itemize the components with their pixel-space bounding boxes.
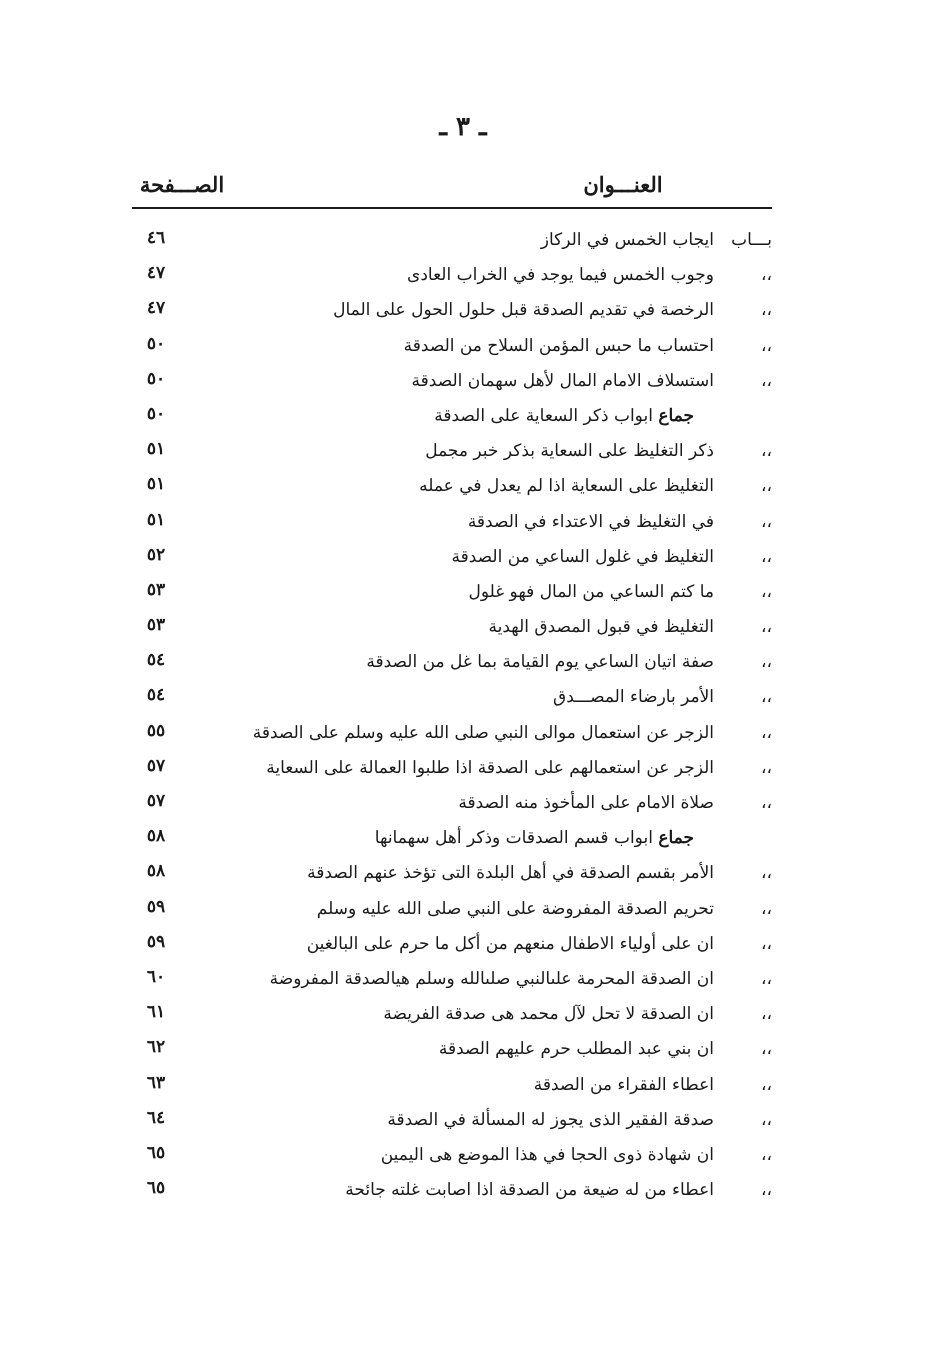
entry-marker: ،، [761,1144,772,1165]
entry-page-number: ٥٢ [146,544,166,565]
entry-title-line [468,512,714,532]
entry-page-number: ٦٥ [146,1178,166,1199]
entry-title-line [451,547,714,567]
entry-title: استسلاف الامام المال لأهل سهمان الصدقة [411,370,714,391]
entry-title: التغليظ على السعاية اذا لم يعدل في عمله [419,476,714,497]
entry-marker: ،، [761,335,772,356]
entry-title: صدقة الفقير الذى يجوز له المسألة في الصدقة [387,1109,714,1130]
entry-title: الأمر بارضاء المصـــدق [553,687,714,708]
entry-marker: ،، [761,581,772,602]
toc-entry [120,1174,780,1209]
entry-title: الزجر عن استعمال موالى النبي صلى الله عليه وسلم على الصدقة [252,722,714,743]
entry-marker: ،، [761,1039,772,1060]
entry-title-line [383,1004,714,1024]
entry-marker: ،، [761,968,772,989]
header-divider [132,207,772,209]
entry-title: الزجر عن استعمالهم على الصدقة اذا طلبوا العمالة على السعاية [266,757,714,778]
entry-marker: ،، [761,1004,772,1025]
entry-marker: ،، [761,1109,772,1130]
entry-page-number: ٦٤ [146,1107,166,1128]
entry-marker: ،، [761,793,772,813]
entry-title-line [253,723,714,743]
entry-page-number: ٤٦ [146,228,166,248]
entry-page-number: ٦٢ [146,1037,166,1058]
entry-marker: ،، [761,898,772,919]
entry-marker: ،، [761,863,772,884]
toc-entry [120,576,780,611]
entry-title: ان بني عبد المطلب حرم عليهم الصدقة [438,1039,714,1060]
entry-page-number: ٥٨ [146,826,166,847]
entry-title: اعطاء من له ضيعة من الصدقة اذا اصابت غلته جائحة [345,1180,714,1201]
entry-marker: ،، [761,441,772,462]
entry-title: التغليظ في غلول الساعي من الصدقة [451,546,714,567]
toc-entry [120,646,780,681]
toc-entry [120,963,780,998]
entry-title-line [307,934,714,954]
toc-entry [120,224,780,259]
entry-title: في التغليظ في الاعتداء في الصدقة [467,511,714,532]
page-column-header: الصـــفحة [139,172,225,197]
toc-entry [120,1069,780,1104]
entry-title: احتساب ما حبس المؤمن السلاح من الصدقة [403,335,714,356]
entry-title-line [333,300,714,320]
entry-page-number: ٥٩ [146,896,166,917]
entry-title-line [425,441,714,461]
entry-title-line [307,863,714,883]
entry-marker: ،، [761,617,772,638]
entry-title-line [534,1075,714,1095]
entry-title-line [541,230,714,250]
entry-page-number: ٥٠ [146,403,166,424]
toc-entry [120,330,780,365]
entry-title: ذكر التغليظ على السعاية بذكر خبر مجمل [425,441,714,462]
entry-title-line [387,1110,714,1130]
entry-page-number: ٤٧ [146,298,166,319]
entry-title: الرخصة في تقديم الصدقة قبل حلول الحول على المال [333,300,714,321]
toc-entry [120,822,780,857]
entry-title-line [419,476,714,496]
entry-title: التغليظ في قبول المصدق الهدية [488,617,714,638]
entry-title-line [439,1039,714,1059]
entry-page-number: ٥٨ [146,861,166,882]
toc-entry [120,1139,780,1174]
entry-title-line [317,899,714,919]
toc-entry [120,400,780,435]
entry-page-number: ٥١ [146,474,166,495]
toc-entry [120,928,780,963]
entry-title: ابواب قسم الصدقات وذكر أهل سهمانها [374,828,653,849]
toc-entry [120,893,780,928]
toc-entry [120,470,780,505]
entry-page-number: ٥١ [146,509,166,530]
toc-entry [120,365,780,400]
entry-title: صلاة الامام على المأخوذ منه الصدقة [458,793,714,813]
entry-title: ان على أولياء الاطفال منعهم من أكل ما حرم على البالغين [306,933,714,954]
toc-entry [120,259,780,294]
entry-title: ان الصدقة لا تحل لآل محمد هى صدقة الفريضة [383,1004,714,1025]
entry-title-line [375,828,694,848]
entry-title: ايجاب الخمس في الركاز [540,230,714,250]
entry-marker: ،، [761,1180,772,1201]
entry-title-line [468,582,714,602]
entry-title-line [458,793,714,813]
entry-marker: بـــاب [731,230,772,250]
entry-marker: ،، [761,1074,772,1095]
section-prefix: جماع [658,405,694,426]
entry-page-number: ٥٥ [146,720,166,741]
entry-marker: ،، [761,476,772,497]
entry-page-number: ٥٤ [146,650,166,671]
entry-title-line [266,758,714,778]
entry-title: ان شهادة ذوى الحجا في هذا الموضع هى اليمين [380,1144,714,1165]
entry-title-line [404,336,714,356]
entry-title: تحريم الصدقة المفروضة على النبي صلى الله عليه وسلم [316,898,714,919]
toc-entry [120,294,780,329]
entry-marker: ،، [761,687,772,708]
toc-entry [120,681,780,716]
entry-page-number: ٦٥ [146,1142,166,1163]
entry-title-line [345,1180,714,1200]
entry-page-number: ٥٣ [146,579,166,600]
entry-title: ما كتم الساعي من المال فهو غلول [468,581,714,602]
toc-entry [120,717,780,752]
entry-page-number: ٦١ [146,1002,166,1023]
entry-page-number: ٥٤ [146,685,166,706]
entry-title: وجوب الخمس فيما يوجد في الخراب العادى [407,265,714,286]
entry-marker: ،، [761,370,772,391]
entry-page-number: ٥١ [146,439,166,460]
toc-entry [120,1104,780,1139]
entry-title-line [553,687,714,707]
title-column-header: العنـــوان [583,172,663,197]
toc-entry [120,752,780,787]
entry-title-line [407,265,714,285]
entry-page-number: ٥٠ [146,333,166,354]
entry-title-line [412,371,714,391]
entry-page-number: ٥٩ [146,931,166,952]
entry-page-number: ٥٣ [146,615,166,636]
toc-entry [120,435,780,470]
toc-entry [120,541,780,576]
toc-entry [120,1033,780,1068]
entry-title: ان الصدقة المحرمة علىالنبي صلىالله وسلم هيالصدقة المفروضة [269,968,714,989]
entry-title: صفة اتيان الساعي يوم القيامة بما غل من الصدقة [366,652,714,673]
toc-entry [120,787,780,822]
entry-title: ابواب ذكر السعاية على الصدقة [434,405,653,426]
section-prefix: جماع [658,828,694,849]
entry-title: اعطاء الفقراء من الصدقة [533,1074,714,1095]
toc-entry [120,506,780,541]
entry-marker: ،، [761,511,772,532]
entry-page-number: ٦٠ [146,966,166,987]
toc-entry [120,857,780,892]
entry-page-number: ٥٧ [146,755,166,776]
entry-marker: ،، [761,300,772,321]
toc-entry [120,998,780,1033]
entry-marker: ،، [761,757,772,778]
entry-title: الأمر بقسم الصدقة في أهل البلدة التى تؤخذ عنهم الصدقة [307,863,714,884]
entry-title-line [366,652,714,672]
page-number: ـ ٣ ـ [439,112,487,142]
entry-title-line [488,617,714,637]
entry-marker: ،، [761,722,772,743]
entry-page-number: ٥٧ [146,791,166,811]
entry-title-line [434,406,694,426]
entry-title-line [270,969,714,989]
entry-marker: ،، [761,933,772,954]
toc-entry [120,611,780,646]
entry-marker: ،، [761,652,772,673]
entry-marker: ،، [761,546,772,567]
entry-page-number: ٤٧ [146,263,166,284]
entry-marker: ،، [761,265,772,286]
table-of-contents [120,224,780,1209]
entry-page-number: ٥٠ [146,368,166,389]
entry-page-number: ٦٣ [146,1072,166,1093]
entry-title-line [381,1145,714,1165]
